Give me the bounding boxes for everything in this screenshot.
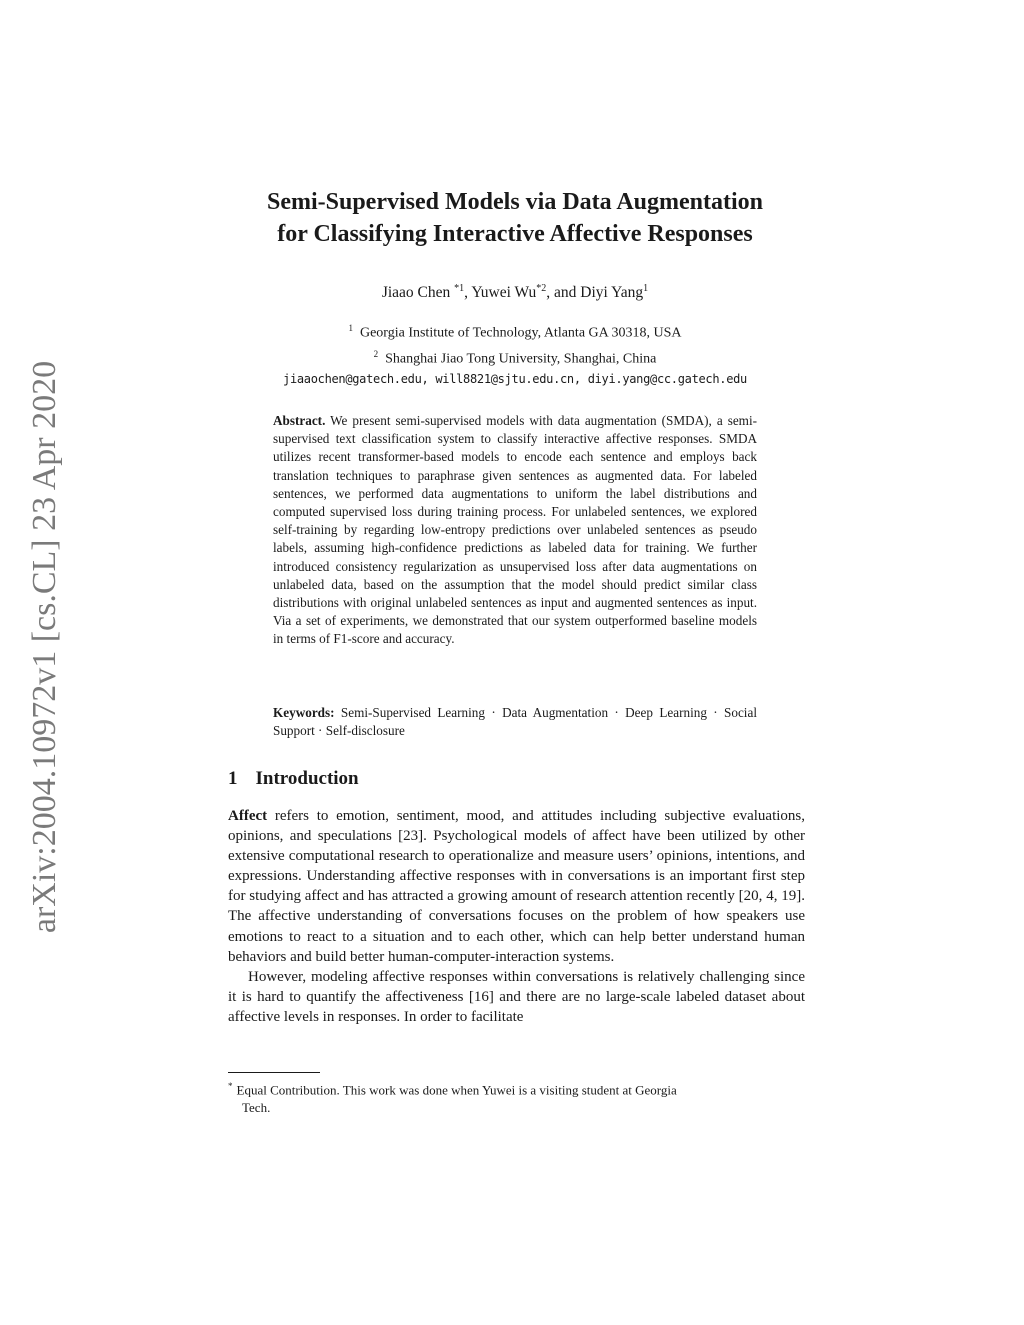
affiliation-1 (190, 318, 840, 344)
affiliation-1-text: Georgia Institute of Technology, Atlanta GA 30318, USA (359, 325, 682, 341)
paragraph-2: However, modeling affective responses within conversations is relatively challenging since it is hard to quantify the affectiveness [16] and there are no large-scale labeled dataset about affective levels in responses. In order to facilitate (228, 968, 805, 1025)
arxiv-sidebar-stamp (24, 352, 66, 942)
keywords-label: Keywords: (273, 705, 335, 720)
author-1-mark: *1 (454, 283, 465, 294)
title-line-1: Semi-Supervised Models via Data Augmentation (266, 189, 763, 215)
author-emails: jiaaochen@gatech.edu, will8821@sjtu.edu.cn, diyi.yang@cc.gatech.edu (283, 372, 747, 387)
footnote-line-2: Tech. (242, 1100, 271, 1116)
abstract-label: Abstract. (273, 413, 326, 428)
title-line-2: for Classifying Interactive Affective Responses (277, 221, 753, 247)
author-list (190, 283, 840, 302)
section-heading (228, 768, 359, 790)
author-1: Jiaao Chen (381, 284, 455, 302)
section-number: 1 (228, 768, 238, 789)
author-2-mark: *2 (536, 283, 547, 294)
author-3-mark: 1 (643, 283, 649, 294)
arxiv-identifier: arXiv:2004.10972v1 [cs.CL] 23 Apr 2020 (26, 360, 63, 934)
section-title: Introduction (255, 768, 359, 789)
paragraph-1-text: refers to emotion, sentiment, mood, and attitudes including subjective evaluations, opinions, and speculations [23]. Psychological models of affect have been utilized by other extensive computational research to operationalize and measure users’ opinions, intentions, and expressions. Understanding affective responses with in conversations is an important first step for studying affect and has attracted a growing amount of research attention recently [20, 4, 19]. The affective understanding of conversations focuses on the problem of how speakers use emotions to react to a situation and to each other, which can help better understand human behaviors and build better human-computer-interaction systems. (228, 808, 805, 965)
affiliations (190, 318, 840, 389)
footnote-rule (228, 1072, 320, 1073)
paragraph-1-lead: Affect (228, 808, 268, 824)
footnote-text: Equal Contribution. This work was done when Yuwei is a visiting student at Georgia (236, 1082, 677, 1098)
affiliation-2 (190, 344, 840, 370)
paper-title (190, 186, 840, 250)
author-2: , Yuwei Wu (464, 284, 537, 302)
footnote-mark: * (228, 1081, 233, 1091)
keywords (273, 704, 757, 740)
abstract-text: We present semi-supervised models with data augmentation (SMDA), a semi-supervised text classification system to classify interactive affective responses. SMDA utilizes recent transformer-based models to encode each sentence and employs back translation techniques to paraphrase given sentences as augmented data. For labeled sentences, we performed data augmentations to uniform the label distributions and computed supervised loss during training process. For unlabeled sentences, we explored self-training by regarding low-entropy predictions over unlabeled sentences as pseudo labels, assuming high-confidence predictions as labeled data for training. We further introduced consistency regularization as unsupervised loss after data augmentations on unlabeled data, based on the assumption that the model should predict similar class distributions with original unlabeled sentences as input and augmented sentences as input. Via a set of experiments, we demonstrated that our system outperformed baseline models in terms of F1-score and accuracy. (273, 413, 757, 647)
author-3: , and Diyi Yang (546, 284, 644, 302)
abstract (273, 412, 757, 649)
affiliation-1-number: 1 (348, 323, 353, 333)
footnote-line-1 (228, 1077, 805, 1099)
paragraph-1 (228, 806, 805, 967)
body-text (228, 806, 805, 1027)
affiliation-2-text: Shanghai Jiao Tong University, Shanghai, China (385, 351, 657, 367)
affiliation-2-number: 2 (373, 348, 379, 359)
footnote (228, 1077, 805, 1117)
keywords-text: Semi-Supervised Learning · Data Augmentation · Deep Learning · Social Support · Self-disclosure (273, 705, 757, 739)
